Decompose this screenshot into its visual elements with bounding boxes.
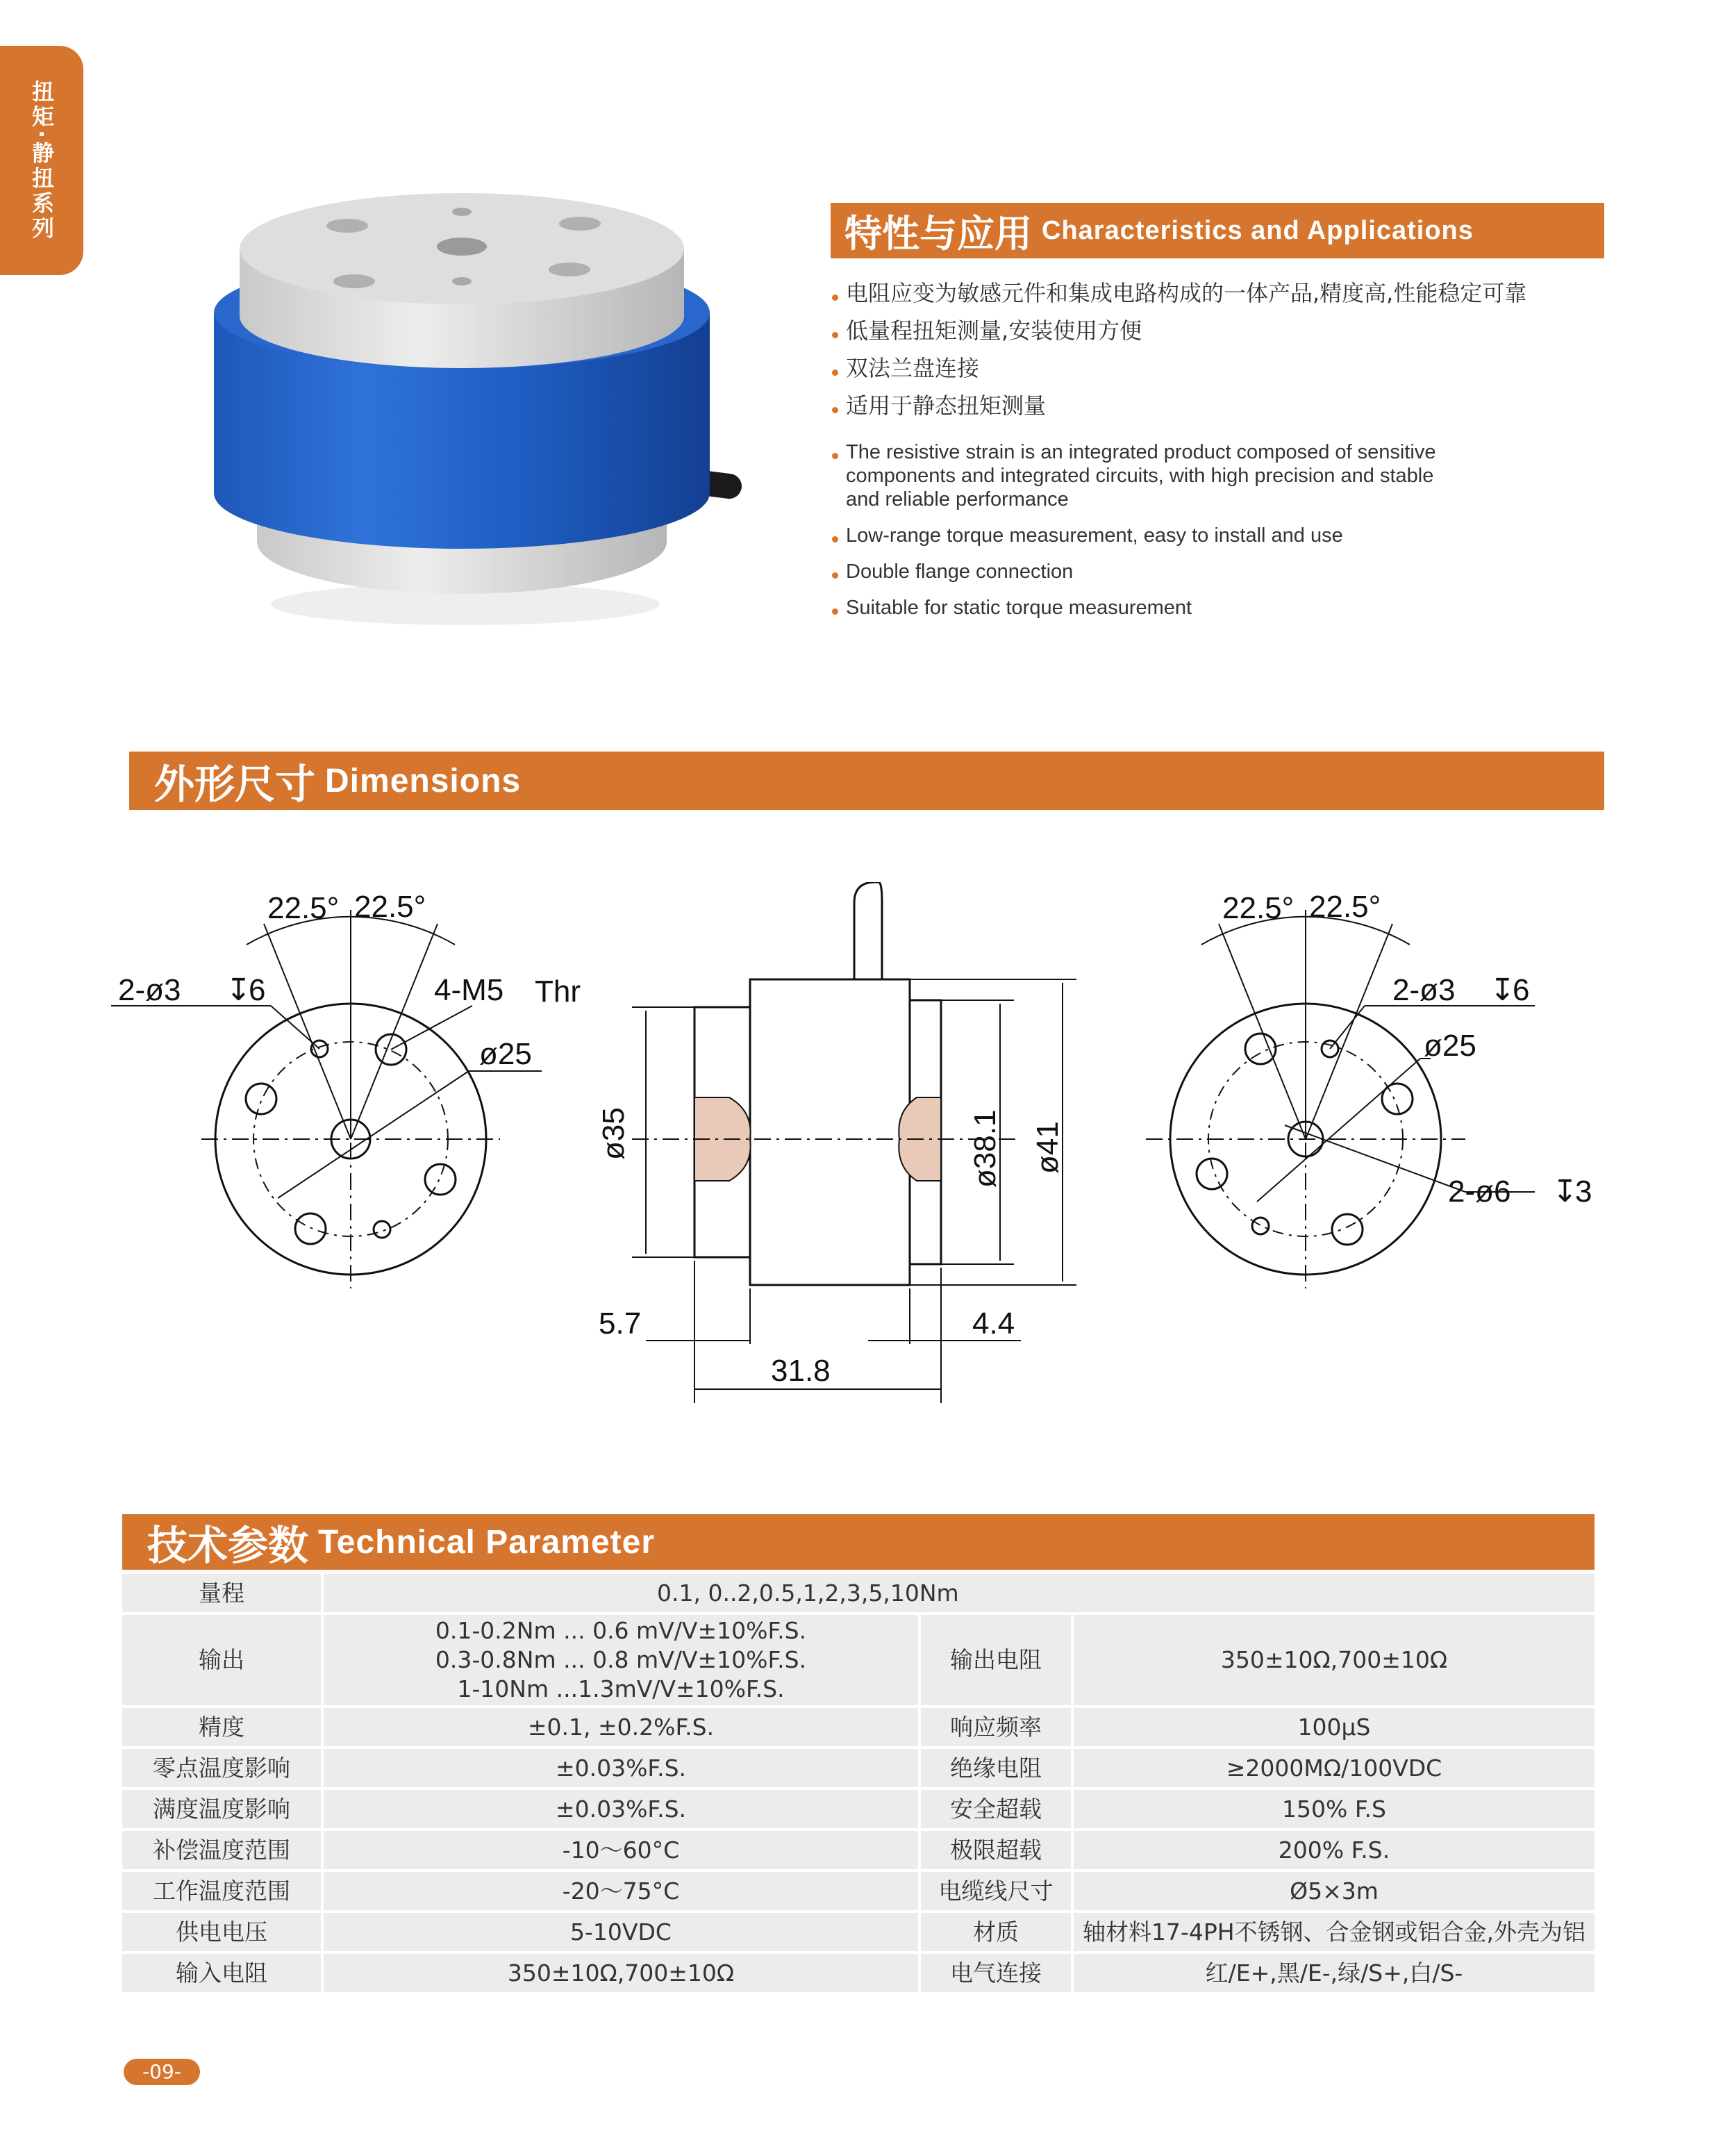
left-angle-2: 22.5° [354, 890, 426, 924]
right-angle-2: 22.5° [1309, 890, 1381, 924]
param-label: 输出 [122, 1615, 324, 1705]
left-hole-depth-value: 6 [249, 973, 266, 1007]
left-thread-label: 4-M5 [434, 973, 504, 1007]
output-line: 0.1-0.2Nm ... 0.6 mV/V±10%F.S. [435, 1617, 807, 1644]
product-hole [326, 219, 368, 233]
param-value: -20～75°C [324, 1872, 921, 1910]
param-label: 绝缘电阻 [921, 1749, 1074, 1787]
table-row [122, 1913, 1595, 1951]
param-value: 350±10Ω,700±10Ω [324, 1954, 921, 1992]
param-value: 200% F.S. [1074, 1831, 1595, 1869]
param-value [324, 1615, 921, 1705]
side-length: 31.8 [771, 1354, 831, 1388]
right-view [1146, 910, 1535, 1288]
table-row [122, 1954, 1595, 1992]
technical-title-en: Technical Parameter [318, 1523, 656, 1561]
param-value: 红/E+,黑/E-,绿/S+,白/S- [1074, 1954, 1595, 1992]
param-value: 0.1, 0..2,0.5,1,2,3,5,10Nm [324, 1574, 1595, 1612]
dimension-drawing [104, 882, 1618, 1424]
left-thread-suffix: Thr [535, 975, 581, 1009]
param-label: 供电电压 [122, 1913, 324, 1951]
right-hole [1245, 1034, 1276, 1064]
output-line: 0.3-0.8Nm ... 0.8 mV/V±10%F.S. [435, 1646, 807, 1673]
param-value: ±0.1, ±0.2%F.S. [324, 1708, 921, 1746]
param-label: 极限超载 [921, 1831, 1074, 1869]
param-value: ≥2000MΩ/100VDC [1074, 1749, 1595, 1787]
right-hole-depth: ↧ [1490, 973, 1515, 1007]
feature-en-line: The resistive strain is an integrated product composed of sensitive [846, 441, 1436, 463]
feature-en-item [831, 440, 1629, 511]
product-hole [452, 208, 472, 216]
features-list [831, 278, 1629, 632]
left-pcd-label: ø25 [479, 1037, 532, 1071]
table-row [122, 1790, 1595, 1828]
side-category-label: 扭矩·静扭系列 [28, 79, 55, 242]
left-hole [425, 1164, 456, 1195]
side-w57: 5.7 [599, 1307, 642, 1341]
dimensions-title-cn: 外形尺寸 [154, 761, 316, 808]
feature-cn-item: 适用于静态扭矩测量 [831, 390, 1629, 428]
characteristics-title-cn: 特性与应用 [844, 211, 1032, 256]
feature-en-line: components and integrated circuits, with high precision and stable [846, 465, 1434, 487]
product-hole [452, 277, 472, 285]
right-small-hole [1252, 1218, 1269, 1234]
side-cable [854, 882, 882, 979]
technical-header [122, 1514, 1595, 1570]
technical-title-cn: 技术参数 [147, 1522, 309, 1569]
output-line: 1-10Nm ...1.3mV/V±10%F.S. [457, 1675, 785, 1702]
left-hole-label: 2-ø3 [118, 973, 181, 1007]
param-label: 输出电阻 [921, 1615, 1074, 1705]
side-w44: 4.4 [972, 1307, 1015, 1341]
param-label: 电气连接 [921, 1954, 1074, 1992]
side-body [750, 979, 910, 1285]
right-hole-depth-value: 6 [1513, 973, 1530, 1007]
param-value: -10～60°C [324, 1831, 921, 1869]
side-d35: ø35 [597, 1107, 631, 1160]
characteristics-title-en: Characteristics and Applications [1042, 215, 1474, 245]
param-value: 轴材料17-4PH不锈钢、合金钢或铝合金,外壳为铝 [1074, 1913, 1595, 1951]
product-image [201, 188, 750, 632]
right-hole-label: 2-ø3 [1392, 973, 1456, 1007]
param-label: 量程 [122, 1574, 324, 1612]
left-hole-depth: ↧ [226, 973, 251, 1007]
table-row [122, 1872, 1595, 1910]
param-label: 满度温度影响 [122, 1790, 324, 1828]
param-label: 材质 [921, 1913, 1074, 1951]
param-value: 5-10VDC [324, 1913, 921, 1951]
param-value: ±0.03%F.S. [324, 1749, 921, 1787]
feature-en-item: Suitable for static torque measurement [831, 596, 1629, 620]
param-value: Ø5×3m [1074, 1872, 1595, 1910]
param-value: 150% F.S [1074, 1790, 1595, 1828]
product-hole [559, 217, 601, 231]
left-view [111, 910, 542, 1288]
parameter-table [122, 1571, 1595, 1995]
table-row [122, 1749, 1595, 1787]
right-pcd-label: ø25 [1424, 1029, 1476, 1063]
param-label: 电缆线尺寸 [921, 1872, 1074, 1910]
feature-en-item: Low-range torque measurement, easy to install and use [831, 524, 1629, 547]
table-row [122, 1574, 1595, 1612]
param-label: 工作温度范围 [122, 1872, 324, 1910]
right-angle-1: 22.5° [1222, 891, 1295, 925]
right-hole2-depth: ↧ [1552, 1175, 1578, 1209]
param-value: ±0.03%F.S. [324, 1790, 921, 1828]
param-label: 补偿温度范围 [122, 1831, 324, 1869]
left-small-hole [374, 1221, 390, 1238]
left-hole [246, 1084, 276, 1114]
param-label: 精度 [122, 1708, 324, 1746]
side-d41: ø41 [1031, 1121, 1065, 1174]
right-hole2-depth-value: 3 [1575, 1175, 1592, 1209]
left-hole [295, 1213, 326, 1244]
param-value: 100μS [1074, 1708, 1595, 1746]
product-hole [549, 263, 590, 276]
page-number: -09- [124, 2059, 200, 2085]
param-value: 350±10Ω,700±10Ω [1074, 1615, 1595, 1705]
left-angle-1: 22.5° [267, 891, 340, 925]
param-label: 零点温度影响 [122, 1749, 324, 1787]
param-label: 输入电阻 [122, 1954, 324, 1992]
param-label: 安全超载 [921, 1790, 1074, 1828]
table-row [122, 1831, 1595, 1869]
table-row [122, 1615, 1595, 1705]
feature-en-line: and reliable performance [846, 488, 1069, 511]
feature-cn-item: 电阻应变为敏感元件和集成电路构成的一体产品,精度高,性能稳定可靠 [831, 278, 1629, 315]
feature-cn-item: 双法兰盘连接 [831, 353, 1629, 390]
dimensions-header [129, 752, 1604, 810]
table-row [122, 1708, 1595, 1746]
dimensions-title-en: Dimensions [325, 762, 522, 799]
right-hole2-label: 2-ø6 [1448, 1175, 1511, 1209]
product-hole [333, 274, 375, 288]
side-d381: ø38.1 [968, 1109, 1002, 1188]
feature-cn-item: 低量程扭矩测量,安装使用方便 [831, 315, 1629, 353]
param-label: 响应频率 [921, 1708, 1074, 1746]
feature-en-item: Double flange connection [831, 560, 1629, 583]
product-center-hole [437, 238, 487, 256]
right-hole [1332, 1214, 1363, 1245]
characteristics-header [831, 203, 1604, 258]
side-category-tab [0, 46, 83, 275]
